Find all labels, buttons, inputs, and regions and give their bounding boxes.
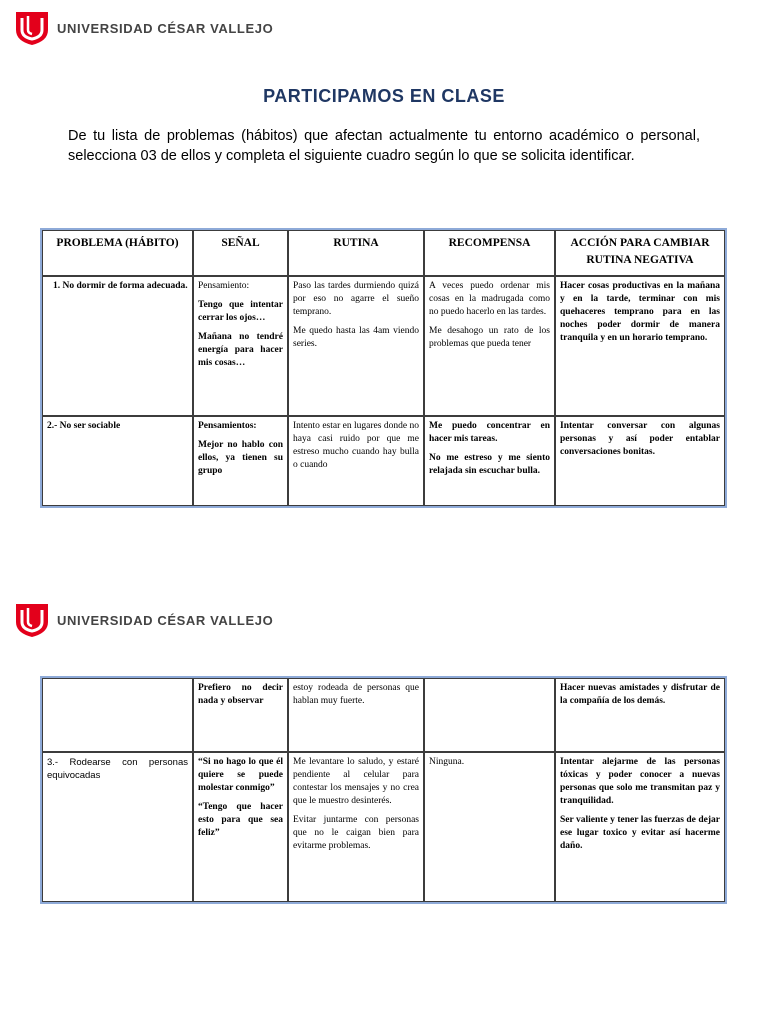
signal-text: Mejor no hablo con ellos, ya tienen su grupo — [198, 440, 283, 476]
header-problema: PROBLEMA (HÁBITO) — [42, 230, 193, 276]
university-logo — [14, 602, 273, 638]
intro-paragraph: De tu lista de problemas (hábitos) que afectan actualmente tu entorno académico o personal, selecciona 03 de ellos y completa el siguiente cuadro según lo que se solicita identificar. — [68, 128, 700, 164]
university-shield-icon — [14, 10, 50, 46]
table-row — [42, 678, 725, 752]
table-row — [42, 752, 725, 902]
header-rutina: RUTINA — [288, 230, 424, 276]
university-shield-icon — [14, 602, 50, 638]
reward-text: No me estreso y me siento relajada sin escuchar bulla. — [429, 453, 550, 476]
signal-label: Pensamientos: — [198, 421, 257, 431]
cell-senal — [193, 416, 288, 506]
cell-recompensa: Ninguna. — [424, 752, 555, 902]
table-header-row — [42, 230, 725, 276]
cell-accion: Hacer nuevas amistades y disfrutar de la compañía de los demás. — [555, 678, 725, 752]
cell-rutina — [288, 752, 424, 902]
cell-rutina: Intento estar en lugares donde no haya casi ruido por que me estreso mucho cuando hay bulla o cuando — [288, 416, 424, 506]
cell-senal: Prefiero no decir nada y observar — [193, 678, 288, 752]
cell-problema — [42, 276, 193, 416]
cell-senal — [193, 276, 288, 416]
header-recompensa: RECOMPENSA — [424, 230, 555, 276]
cell-recompensa — [424, 416, 555, 506]
cell-problema: 2.- No ser sociable — [42, 416, 193, 506]
signal-text: Mañana no tendré energía para hacer mis cosas… — [198, 332, 283, 368]
routine-text: Evitar juntarme con personas que no le caigan bien para evitarme problemas. — [293, 815, 419, 851]
cell-recompensa — [424, 678, 555, 752]
signal-text: “Tengo que hacer esto para que sea feliz” — [198, 802, 283, 838]
action-text: Ser valiente y tener las fuerzas de dejar ese lugar toxico y evitar así hacerme daño. — [560, 815, 720, 851]
university-logo — [14, 10, 273, 46]
cell-accion: Hacer cosas productivas en la mañana y en la tarde, terminar con mis quehaceres temprano para en las noches poder dormir de manera tranquila y en un horario temprano. — [555, 276, 725, 416]
reward-text: A veces puedo ordenar mis cosas en la madrugada como no puedo hacerlo en las tardes. — [429, 281, 550, 317]
signal-label: Pensamiento: — [198, 281, 250, 291]
reward-text: Me puedo concentrar en hacer mis tareas. — [429, 421, 550, 444]
header-accion: ACCIÓN PARA CAMBIAR RUTINA NEGATIVA — [555, 230, 725, 276]
cell-problema: 3.- Rodearse con personas equivocadas — [42, 752, 193, 902]
university-name: UNIVERSIDAD CÉSAR VALLEJO — [57, 20, 274, 36]
habits-table-continued — [40, 676, 727, 904]
university-name: UNIVERSIDAD CÉSAR VALLEJO — [57, 612, 274, 628]
reward-text: Me desahogo un rato de los problemas que pueda tener — [429, 326, 550, 349]
habits-table — [40, 228, 727, 508]
cell-problema — [42, 678, 193, 752]
page-title: PARTICIPAMOS EN CLASE — [263, 86, 505, 106]
cell-accion — [555, 752, 725, 902]
routine-text: Me quedo hasta las 4am viendo series. — [293, 326, 419, 349]
cell-senal — [193, 752, 288, 902]
table-row — [42, 276, 725, 416]
cell-rutina: estoy rodeada de personas que hablan muy fuerte. — [288, 678, 424, 752]
action-text: Intentar alejarme de las personas tóxicas y poder conocer a nuevas personas que solo me transmitan paz y tranquilidad. — [560, 757, 720, 806]
table-row — [42, 416, 725, 506]
routine-text: Me levantare lo saludo, y estaré pendiente al celular para contestar los mensajes y no crea que le muestro desinterés. — [293, 757, 419, 806]
problem-text: 1. No dormir de forma adecuada. — [53, 281, 188, 291]
signal-text: Tengo que intentar cerrar los ojos… — [198, 300, 283, 323]
cell-rutina — [288, 276, 424, 416]
routine-text: Paso las tardes durmiendo quizá por eso no agarre el sueño temprano. — [293, 281, 419, 317]
header-senal: SEÑAL — [193, 230, 288, 276]
cell-recompensa — [424, 276, 555, 416]
cell-accion: Intentar conversar con algunas personas y así poder entablar conversaciones bonitas. — [555, 416, 725, 506]
signal-text: “Si no hago lo que él quiere se puede molestar conmigo” — [198, 757, 283, 793]
